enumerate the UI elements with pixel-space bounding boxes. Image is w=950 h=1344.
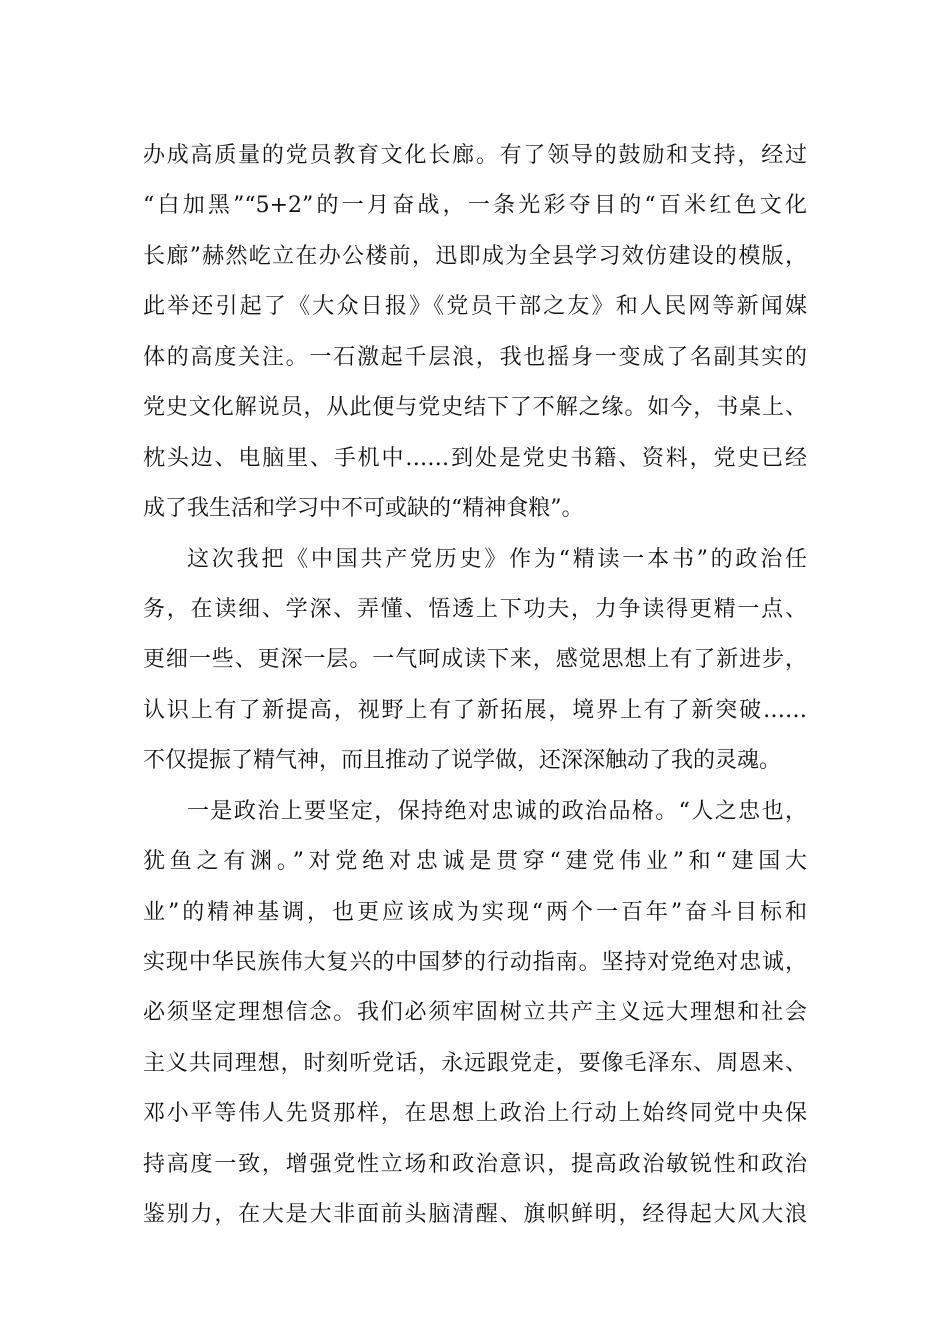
text-line: 枕头边、电脑里、手机中……到处是党史书籍、资料，党史已经 xyxy=(143,445,807,471)
text-line: 更细一些、更深一层。一气呵成读下来，感觉思想上有了新进步， xyxy=(143,647,807,673)
text-line: 主义共同理想，时刻听党话，永远跟党走，要像毛泽东、周恩来、 xyxy=(143,1050,807,1076)
text-line: 实现中华民族伟大复兴的中国梦的行动指南。坚持对党绝对忠诚， xyxy=(143,950,807,975)
text-line: 成了我生活和学习中不可或缺的“精神食粮”。 xyxy=(143,496,584,522)
text-line: 办成高质量的党员教育文化长廊。有了领导的鼓励和支持，经过 xyxy=(143,143,807,168)
document-body xyxy=(143,131,807,1241)
text-line: 持高度一致，增强党性立场和政治意识，提高政治敏锐性和政治 xyxy=(143,1151,807,1177)
text-line: 体的高度关注。一石激起千层浪，我也摇身一变成了名副其实的 xyxy=(143,344,807,370)
text-line: 长廊”赫然屹立在办公楼前，迅即成为全县学习效仿建设的模版， xyxy=(143,243,807,269)
text-line: “白加黑”“5+2”的一月奋战，一条光彩夺目的“百米红色文化 xyxy=(143,193,807,219)
text-line: 认识上有了新提高，视野上有了新拓展，境界上有了新突破…… xyxy=(143,697,807,723)
paragraph-first-line: 这次我把《中国共产党历史》作为“精读一本书”的政治任 xyxy=(187,546,807,572)
text-line: 此举还引起了《大众日报》《党员干部之友》和人民网等新闻媒 xyxy=(143,294,807,320)
text-line: 必须坚定理想信念。我们必须牢固树立共产主义远大理想和社会 xyxy=(143,1000,807,1026)
text-line: 务，在读细、学深、弄懂、悟透上下功夫，力争读得更精一点、 xyxy=(143,596,807,622)
text-line: 不仅提振了精气神，而且推动了说学做，还深深触动了我的灵魂。 xyxy=(143,748,782,774)
text-line: 邓小平等伟人先贤那样，在思想上政治上行动上始终同党中央保 xyxy=(143,1101,807,1127)
text-line: 犹鱼之有渊。”对党绝对忠诚是贯穿“建党伟业”和“建国大 xyxy=(143,849,807,875)
text-line: 业”的精神基调，也更应该成为实现“两个一百年”奋斗目标和 xyxy=(143,899,807,925)
paragraph-first-line: 一是政治上要坚定，保持绝对忠诚的政治品格。“人之忠也， xyxy=(187,798,807,824)
text-line: 党史文化解说员，从此便与党史结下了不解之缘。如今，书桌上、 xyxy=(143,395,807,421)
text-line: 鉴别力，在大是大非面前头脑清醒、旗帜鲜明，经得起大风大浪 xyxy=(143,1202,807,1228)
